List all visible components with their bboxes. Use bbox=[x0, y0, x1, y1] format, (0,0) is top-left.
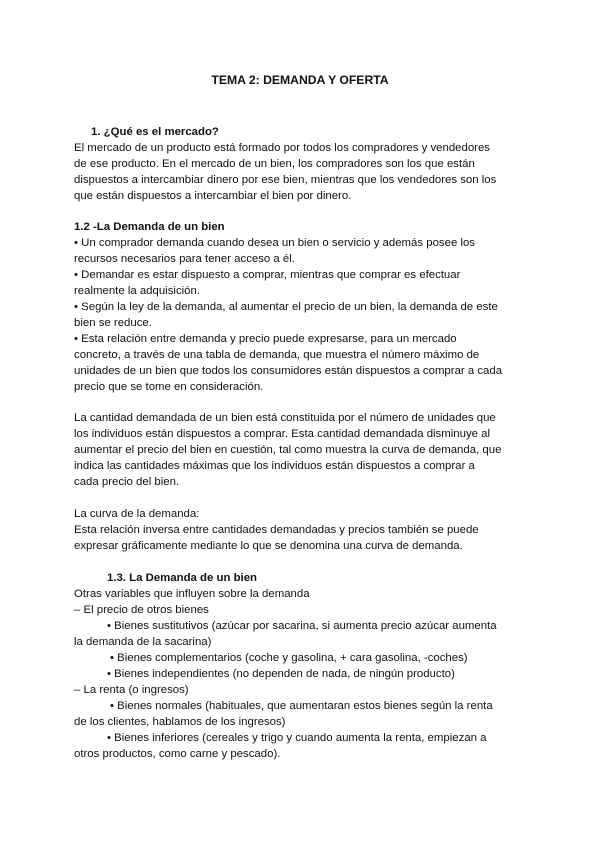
bullet-line: unidades de un bien que todos los consumidores están dispuestos a comprar a cada bbox=[74, 365, 503, 377]
paragraph-line: La cantidad demandada de un bien está constituida por el número de unidades que bbox=[74, 412, 496, 424]
paragraph-line: La curva de la demanda: bbox=[74, 508, 200, 520]
paragraph-line: de ese producto. En el mercado de un bien, los compradores son los que están bbox=[74, 158, 475, 170]
paragraph-line: los individuos están dispuestos a comprar. Esta cantidad demandada disminuye al bbox=[74, 428, 491, 440]
list-line: – El precio de otros bienes bbox=[74, 604, 209, 616]
list-line: • Bienes normales (habituales, que aumentaran estos bienes según la renta bbox=[110, 700, 493, 712]
list-line: Otras variables que influyen sobre la demanda bbox=[74, 588, 310, 600]
list-line: • Bienes inferiores (cereales y trigo y cuando aumenta la renta, empiezan a bbox=[107, 732, 487, 744]
section-1-heading: 1. ¿Qué es el mercado? bbox=[91, 126, 219, 138]
paragraph-line: Esta relación inversa entre cantidades demandadas y precios también se puede bbox=[74, 524, 479, 536]
paragraph-line: El mercado de un producto está formado por todos los compradores y vendedores bbox=[74, 142, 490, 154]
paragraph-line: aumentar el precio del bien en cuestión, tal como muestra la curva de demanda, que bbox=[74, 444, 502, 456]
document-title: TEMA 2: DEMANDA Y OFERTA bbox=[211, 73, 389, 87]
list-line: la demanda de la sacarina) bbox=[74, 636, 212, 648]
paragraph-line: cada precio del bien. bbox=[74, 476, 180, 488]
list-line: • Bienes independientes (no dependen de nada, de ningún producto) bbox=[107, 668, 455, 680]
bullet-line: concreto, a través de una tabla de demanda, que muestra el número máximo de bbox=[74, 349, 480, 361]
bullet-line: bien se reduce. bbox=[74, 317, 152, 329]
section-1-2-heading: 1.2 -La Demanda de un bien bbox=[74, 221, 225, 233]
paragraph-line: indica las cantidades máximas que los individuos están dispuestos a comprar a bbox=[74, 460, 475, 472]
paragraph-line: dispuestos a intercambiar dinero por ese bien, mientras que los vendedores son los bbox=[74, 174, 497, 186]
paragraph-line: que están dispuestos a intercambiar el bien por dinero. bbox=[74, 190, 352, 202]
bullet-line: realmente la adquisición. bbox=[74, 285, 201, 297]
list-line: – La renta (o ingresos) bbox=[74, 684, 189, 696]
bullet-line: recursos necesarios para tener acceso a él. bbox=[74, 253, 295, 265]
paragraph-line: expresar gráficamente mediante lo que se denomina una curva de demanda. bbox=[74, 540, 463, 552]
bullet-line: • Según la ley de la demanda, al aumentar el precio de un bien, la demanda de este bbox=[74, 301, 498, 313]
bullet-line: • Demandar es estar dispuesto a comprar, mientras que comprar es efectuar bbox=[74, 269, 461, 281]
bullet-line: precio que se tome en consideración. bbox=[74, 381, 264, 393]
bullet-line: • Esta relación entre demanda y precio puede expresarse, para un mercado bbox=[74, 333, 457, 345]
section-1-3-heading: 1.3. La Demanda de un bien bbox=[107, 572, 258, 584]
list-line: otros productos, como carne y pescado). bbox=[74, 748, 281, 760]
bullet-line: • Un comprador demanda cuando desea un bien o servicio y además posee los bbox=[74, 237, 476, 249]
list-line: de los clientes, hablamos de los ingresos) bbox=[74, 716, 286, 728]
list-line: • Bienes complementarios (coche y gasolina, + cara gasolina, -coches) bbox=[110, 652, 468, 664]
list-line: • Bienes sustitutivos (azúcar por sacarina, si aumenta precio azúcar aumenta bbox=[107, 620, 497, 632]
